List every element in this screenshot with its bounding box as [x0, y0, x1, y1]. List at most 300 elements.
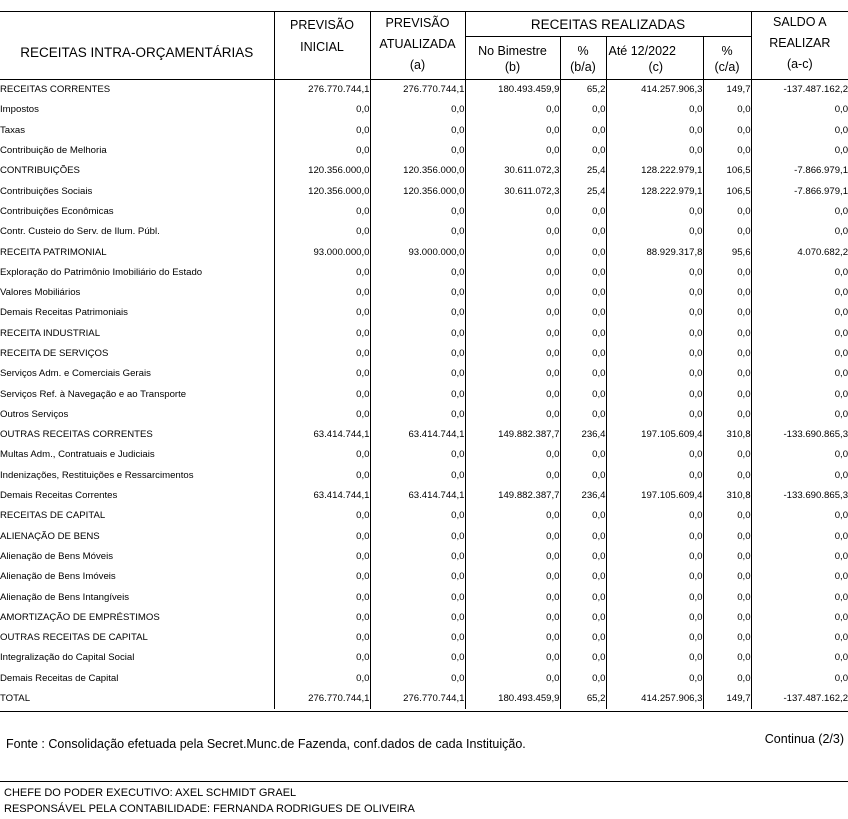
table-row [0, 141, 848, 161]
cell-saldo: 0,0 [751, 669, 848, 689]
cell-saldo: 0,0 [751, 567, 848, 587]
cell-bimestre: 0,0 [465, 547, 560, 567]
header-pct-c-l2: (c/a) [714, 60, 740, 74]
cell-pct-b: 0,0 [592, 124, 606, 136]
cell-pct-b: 0,0 [592, 632, 606, 644]
cell-saldo: 0,0 [751, 547, 848, 567]
cell-saldo: 0,0 [751, 202, 848, 222]
cell-ate: 0,0 [606, 121, 703, 141]
cell-ate: 0,0 [606, 405, 703, 425]
row-label: Outros Serviços [0, 408, 69, 420]
cell-pct-b: 0,0 [592, 348, 606, 359]
cell-bimestre: 0,0 [465, 242, 560, 262]
header-title: RECEITAS INTRA-ORÇAMENTÁRIAS [0, 12, 274, 80]
header-ate [606, 37, 703, 80]
cell-saldo: 4.070.682,2 [751, 242, 848, 262]
cell-pct-c: 0,0 [703, 303, 751, 323]
row-label: Contribuições Sociais [0, 185, 93, 197]
cell-saldo: 0,0 [751, 303, 848, 323]
cell-pct-c: 0,0 [703, 222, 751, 242]
cell-saldo: -137.487.162,2 [751, 80, 848, 101]
row-label: RECEITA PATRIMONIAL [0, 246, 107, 258]
table-row [0, 527, 848, 547]
cell-pct-c: 0,0 [703, 263, 751, 283]
cell-ate: 128.222.979,1 [606, 161, 703, 181]
row-label: Demais Receitas de Capital [0, 672, 119, 684]
table-row [0, 364, 848, 384]
cell-bimestre: 0,0 [465, 364, 560, 384]
row-label: Alienação de Bens Intangíveis [0, 591, 130, 603]
table-row [0, 587, 848, 607]
cell-bimestre: 30.611.072,3 [465, 181, 560, 201]
cell-inicial: 0,0 [274, 121, 370, 141]
cell-pct-c: 0,0 [703, 608, 751, 628]
row-label: ALIENAÇÃO DE BENS [0, 530, 100, 542]
cell-pct-c: 0,0 [703, 100, 751, 120]
cell-atualizada: 276.770.744,1 [370, 689, 465, 709]
row-label: Taxas [0, 124, 26, 136]
cell-pct-c: 0,0 [703, 202, 751, 222]
table-row [0, 648, 848, 668]
cell-saldo: 0,0 [751, 324, 848, 344]
row-label: RECEITA DE SERVIÇOS [0, 348, 109, 359]
cell-atualizada: 0,0 [370, 466, 465, 486]
cell-ate: 0,0 [606, 303, 703, 323]
header-previsao-atualizada-l3: (a) [409, 58, 426, 72]
cell-bimestre: 0,0 [465, 202, 560, 222]
table-header [0, 12, 848, 80]
cell-saldo: -133.690.865,3 [751, 425, 848, 445]
cell-atualizada: 0,0 [370, 608, 465, 628]
cell-pct-c: 0,0 [703, 445, 751, 465]
cell-ate: 414.257.906,3 [606, 689, 703, 709]
cell-pct-b: 0,0 [592, 652, 606, 664]
cell-saldo: -7.866.979,1 [751, 161, 848, 181]
cell-atualizada: 0,0 [370, 506, 465, 526]
table-row [0, 486, 848, 506]
signature-rule [0, 781, 848, 782]
cell-ate: 0,0 [606, 587, 703, 607]
cell-pct-b: 0,0 [592, 307, 606, 319]
cell-atualizada: 0,0 [370, 303, 465, 323]
cell-ate: 0,0 [606, 445, 703, 465]
cell-ate: 414.257.906,3 [606, 80, 703, 101]
cell-atualizada: 0,0 [370, 567, 465, 587]
cell-atualizada: 0,0 [370, 445, 465, 465]
table-row [0, 669, 848, 689]
cell-pct-b: 236,4 [581, 490, 606, 502]
cell-saldo: 0,0 [751, 283, 848, 303]
row-label: CONTRIBUIÇÕES [0, 165, 80, 177]
cell-saldo: 0,0 [751, 466, 848, 486]
cell-saldo: 0,0 [751, 608, 848, 628]
cell-pct-b: 0,0 [592, 327, 606, 339]
cell-atualizada: 0,0 [370, 324, 465, 344]
row-label: Contribuições Econômicas [0, 205, 114, 217]
cell-bimestre: 0,0 [465, 384, 560, 404]
cell-pct-b: 65,2 [586, 84, 606, 96]
row-label: Multas Adm., Contratuais e Judiciais [0, 449, 155, 461]
cell-pct-b: 0,0 [592, 205, 606, 217]
cell-saldo: 0,0 [751, 648, 848, 668]
cell-ate: 0,0 [606, 141, 703, 161]
footer-chefe: CHEFE DO PODER EXECUTIVO: AXEL SCHMIDT GRAEL [4, 787, 297, 799]
cell-inicial: 0,0 [274, 547, 370, 567]
cell-bimestre: 0,0 [465, 628, 560, 648]
table-row [0, 202, 848, 222]
cell-pct-b: 0,0 [592, 550, 606, 562]
cell-inicial: 0,0 [274, 669, 370, 689]
cell-ate: 0,0 [606, 324, 703, 344]
cell-pct-c: 0,0 [703, 121, 751, 141]
footer-continua: Continua (2/3) [764, 732, 844, 746]
table-bottom-rule [0, 711, 848, 712]
cell-inicial: 63.414.744,1 [274, 486, 370, 506]
row-label: Integralização do Capital Social [0, 652, 135, 664]
cell-ate: 0,0 [606, 669, 703, 689]
cell-pct-b: 0,0 [592, 449, 606, 461]
cell-pct-b: 236,4 [581, 429, 606, 441]
cell-ate: 0,0 [606, 547, 703, 567]
cell-inicial: 0,0 [274, 527, 370, 547]
cell-bimestre: 0,0 [465, 222, 560, 242]
cell-bimestre: 0,0 [465, 303, 560, 323]
cell-ate: 0,0 [606, 384, 703, 404]
row-label: Contr. Custeio do Serv. de Ilum. Públ. [0, 226, 160, 238]
header-pct-c [703, 37, 751, 80]
cell-bimestre: 0,0 [465, 283, 560, 303]
cell-ate: 0,0 [606, 344, 703, 364]
cell-atualizada: 0,0 [370, 669, 465, 689]
cell-atualizada: 0,0 [370, 202, 465, 222]
row-label: Impostos [0, 104, 39, 116]
row-label: Valores Mobiliários [0, 287, 81, 299]
table-row [0, 384, 848, 404]
table-row [0, 608, 848, 628]
table-row [0, 181, 848, 201]
cell-pct-b: 0,0 [592, 469, 606, 481]
cell-pct-b: 0,0 [592, 571, 606, 583]
cell-inicial: 0,0 [274, 141, 370, 161]
cell-atualizada: 0,0 [370, 283, 465, 303]
cell-ate: 0,0 [606, 608, 703, 628]
cell-inicial: 0,0 [274, 100, 370, 120]
cell-inicial: 0,0 [274, 364, 370, 384]
cell-ate: 128.222.979,1 [606, 181, 703, 201]
row-label: RECEITAS DE CAPITAL [0, 510, 106, 522]
row-label: AMORTIZAÇÃO DE EMPRÉSTIMOS [0, 611, 160, 623]
row-label: Demais Receitas Correntes [0, 490, 118, 502]
cell-bimestre: 0,0 [465, 506, 560, 526]
row-label: Alienação de Bens Móveis [0, 550, 114, 562]
table-row [0, 161, 848, 181]
cell-saldo: 0,0 [751, 364, 848, 384]
cell-pct-c: 0,0 [703, 587, 751, 607]
cell-pct-b: 0,0 [592, 368, 606, 380]
header-receitas-realizadas: RECEITAS REALIZADAS [465, 12, 751, 37]
cell-pct-b: 0,0 [592, 672, 606, 684]
table-row [0, 242, 848, 262]
table-row [0, 222, 848, 242]
cell-ate: 0,0 [606, 263, 703, 283]
row-label: Indenizações, Restituições e Ressarcimentos [0, 469, 194, 481]
header-ate-l1: Até 12/2022 [608, 44, 676, 58]
row-label: Demais Receitas Patrimoniais [0, 307, 128, 319]
receitas-table [0, 11, 848, 709]
header-pct-b-l1: % [577, 44, 589, 58]
table-row [0, 344, 848, 364]
row-label: RECEITA INDUSTRIAL [0, 327, 101, 339]
cell-pct-c: 0,0 [703, 547, 751, 567]
cell-inicial: 0,0 [274, 263, 370, 283]
cell-saldo: 0,0 [751, 506, 848, 526]
cell-saldo: 0,0 [751, 445, 848, 465]
row-label: OUTRAS RECEITAS DE CAPITAL [0, 632, 148, 644]
cell-saldo: 0,0 [751, 628, 848, 648]
cell-atualizada: 0,0 [370, 121, 465, 141]
cell-bimestre: 30.611.072,3 [465, 161, 560, 181]
cell-inicial: 0,0 [274, 344, 370, 364]
cell-atualizada: 63.414.744,1 [370, 425, 465, 445]
cell-pct-b: 0,0 [592, 266, 606, 278]
header-no-bimestre-l2: (b) [504, 60, 521, 74]
cell-inicial: 0,0 [274, 384, 370, 404]
cell-bimestre: 0,0 [465, 100, 560, 120]
row-label: Serviços Adm. e Comerciais Gerais [0, 368, 151, 380]
cell-bimestre: 0,0 [465, 608, 560, 628]
table-row [0, 263, 848, 283]
cell-pct-c: 0,0 [703, 506, 751, 526]
cell-pct-c: 0,0 [703, 648, 751, 668]
cell-inicial: 0,0 [274, 202, 370, 222]
cell-inicial: 63.414.744,1 [274, 425, 370, 445]
table-row [0, 121, 848, 141]
cell-atualizada: 0,0 [370, 222, 465, 242]
cell-saldo: 0,0 [751, 121, 848, 141]
cell-pct-c: 106,5 [703, 161, 751, 181]
cell-pct-c: 310,8 [703, 486, 751, 506]
cell-bimestre: 0,0 [465, 669, 560, 689]
cell-bimestre: 0,0 [465, 648, 560, 668]
cell-ate: 0,0 [606, 527, 703, 547]
cell-pct-b: 0,0 [592, 591, 606, 603]
table-row [0, 100, 848, 120]
cell-pct-c: 310,8 [703, 425, 751, 445]
cell-pct-b: 0,0 [592, 287, 606, 299]
header-previsao-atualizada-l2: ATUALIZADA [379, 37, 456, 51]
table-row [0, 80, 848, 101]
cell-bimestre: 0,0 [465, 567, 560, 587]
header-pct-b [560, 37, 606, 80]
cell-pct-b: 0,0 [592, 246, 606, 258]
row-label: Alienação de Bens Imóveis [0, 571, 116, 583]
cell-bimestre: 0,0 [465, 121, 560, 141]
cell-atualizada: 0,0 [370, 547, 465, 567]
header-pct-c-l1: % [721, 44, 733, 58]
cell-inicial: 0,0 [274, 466, 370, 486]
cell-inicial: 0,0 [274, 445, 370, 465]
cell-atualizada: 0,0 [370, 100, 465, 120]
row-label: Exploração do Patrimônio Imobiliário do Estado [0, 266, 203, 278]
cell-ate: 0,0 [606, 567, 703, 587]
header-previsao-inicial-l2: INICIAL [300, 40, 344, 54]
cell-ate: 0,0 [606, 648, 703, 668]
cell-pct-c: 106,5 [703, 181, 751, 201]
footer-responsavel: RESPONSÁVEL PELA CONTABILIDADE: FERNANDA RODRIGUES DE OLIVEIRA [4, 803, 415, 815]
cell-atualizada: 0,0 [370, 364, 465, 384]
table-row [0, 506, 848, 526]
table-row [0, 628, 848, 648]
cell-pct-b: 0,0 [592, 388, 606, 400]
cell-atualizada: 0,0 [370, 405, 465, 425]
cell-inicial: 276.770.744,1 [274, 80, 370, 101]
cell-saldo: -7.866.979,1 [751, 181, 848, 201]
cell-atualizada: 93.000.000,0 [370, 242, 465, 262]
cell-pct-c: 0,0 [703, 324, 751, 344]
cell-saldo: 0,0 [751, 263, 848, 283]
row-label: Serviços Ref. à Navegação e ao Transporte [0, 388, 187, 400]
cell-pct-c: 0,0 [703, 405, 751, 425]
cell-pct-b: 25,4 [586, 185, 606, 197]
cell-pct-c: 0,0 [703, 283, 751, 303]
cell-pct-c: 0,0 [703, 527, 751, 547]
cell-pct-b: 0,0 [592, 510, 606, 522]
cell-inicial: 0,0 [274, 303, 370, 323]
cell-bimestre: 0,0 [465, 344, 560, 364]
cell-atualizada: 0,0 [370, 141, 465, 161]
table-row [0, 425, 848, 445]
cell-pct-c: 149,7 [703, 689, 751, 709]
cell-pct-b: 65,2 [586, 693, 606, 705]
header-previsao-atualizada [370, 12, 465, 80]
row-label: OUTRAS RECEITAS CORRENTES [0, 429, 153, 441]
cell-atualizada: 0,0 [370, 587, 465, 607]
table-body [0, 80, 848, 710]
cell-ate: 0,0 [606, 100, 703, 120]
table-row [0, 567, 848, 587]
cell-atualizada: 0,0 [370, 648, 465, 668]
cell-atualizada: 0,0 [370, 263, 465, 283]
cell-atualizada: 0,0 [370, 384, 465, 404]
header-pct-b-l2: (b/a) [570, 60, 596, 74]
cell-ate: 88.929.317,8 [606, 242, 703, 262]
header-previsao-inicial-l1: PREVISÃO [290, 18, 354, 32]
cell-ate: 0,0 [606, 364, 703, 384]
cell-ate: 0,0 [606, 506, 703, 526]
cell-pct-c: 149,7 [703, 80, 751, 101]
header-saldo-l3: (a-c) [786, 57, 813, 71]
cell-ate: 0,0 [606, 466, 703, 486]
cell-inicial: 0,0 [274, 567, 370, 587]
cell-inicial: 0,0 [274, 648, 370, 668]
header-saldo [751, 12, 848, 80]
cell-saldo: 0,0 [751, 141, 848, 161]
header-saldo-l2: REALIZAR [769, 36, 831, 50]
cell-bimestre: 0,0 [465, 324, 560, 344]
cell-saldo: 0,0 [751, 405, 848, 425]
cell-inicial: 0,0 [274, 283, 370, 303]
cell-pct-c: 95,6 [703, 242, 751, 262]
cell-bimestre: 0,0 [465, 466, 560, 486]
cell-pct-b: 0,0 [592, 226, 606, 238]
cell-bimestre: 0,0 [465, 263, 560, 283]
cell-pct-b: 0,0 [592, 530, 606, 542]
cell-inicial: 93.000.000,0 [274, 242, 370, 262]
cell-saldo: 0,0 [751, 344, 848, 364]
cell-inicial: 0,0 [274, 222, 370, 242]
cell-atualizada: 120.356.000,0 [370, 161, 465, 181]
cell-inicial: 276.770.744,1 [274, 689, 370, 709]
cell-pct-c: 0,0 [703, 364, 751, 384]
cell-ate: 0,0 [606, 628, 703, 648]
cell-saldo: -133.690.865,3 [751, 486, 848, 506]
cell-bimestre: 0,0 [465, 587, 560, 607]
cell-inicial: 0,0 [274, 324, 370, 344]
table-row [0, 466, 848, 486]
table-row [0, 405, 848, 425]
cell-ate: 0,0 [606, 222, 703, 242]
cell-atualizada: 0,0 [370, 628, 465, 648]
cell-atualizada: 276.770.744,1 [370, 80, 465, 101]
cell-bimestre: 0,0 [465, 405, 560, 425]
cell-pct-b: 0,0 [592, 145, 606, 157]
header-previsao-atualizada-l1: PREVISÃO [385, 16, 450, 30]
cell-atualizada: 63.414.744,1 [370, 486, 465, 506]
cell-inicial: 120.356.000,0 [274, 161, 370, 181]
cell-bimestre: 0,0 [465, 527, 560, 547]
cell-inicial: 0,0 [274, 587, 370, 607]
cell-ate: 197.105.609,4 [606, 486, 703, 506]
header-ate-l2: (c) [648, 60, 664, 74]
cell-saldo: -137.487.162,2 [751, 689, 848, 709]
header-saldo-l1: SALDO A [773, 15, 827, 29]
cell-pct-b: 0,0 [592, 611, 606, 623]
cell-pct-c: 0,0 [703, 384, 751, 404]
cell-atualizada: 120.356.000,0 [370, 181, 465, 201]
cell-ate: 0,0 [606, 283, 703, 303]
cell-saldo: 0,0 [751, 100, 848, 120]
cell-pct-b: 0,0 [592, 408, 606, 420]
cell-pct-c: 0,0 [703, 567, 751, 587]
cell-saldo: 0,0 [751, 527, 848, 547]
cell-saldo: 0,0 [751, 384, 848, 404]
table-row [0, 324, 848, 344]
header-no-bimestre [465, 37, 560, 80]
cell-inicial: 0,0 [274, 405, 370, 425]
cell-pct-c: 0,0 [703, 628, 751, 648]
cell-inicial: 0,0 [274, 628, 370, 648]
cell-ate: 0,0 [606, 202, 703, 222]
cell-pct-b: 25,4 [586, 165, 606, 177]
table-row [0, 303, 848, 323]
cell-ate: 197.105.609,4 [606, 425, 703, 445]
cell-pct-c: 0,0 [703, 669, 751, 689]
cell-inicial: 0,0 [274, 608, 370, 628]
header-previsao-inicial [274, 12, 370, 80]
cell-bimestre: 149.882.387,7 [465, 425, 560, 445]
cell-bimestre: 180.493.459,9 [465, 80, 560, 101]
cell-atualizada: 0,0 [370, 527, 465, 547]
table-row [0, 445, 848, 465]
row-label: Contribuição de Melhoria [0, 145, 107, 157]
cell-pct-b: 0,0 [592, 104, 606, 116]
header-no-bimestre-l1: No Bimestre [478, 44, 547, 58]
footer-fonte: Fonte : Consolidação efetuada pela Secret.Munc.de Fazenda, conf.dados de cada Instituição. [6, 737, 526, 751]
cell-bimestre: 180.493.459,9 [465, 689, 560, 709]
cell-saldo: 0,0 [751, 587, 848, 607]
cell-atualizada: 0,0 [370, 344, 465, 364]
cell-pct-c: 0,0 [703, 141, 751, 161]
